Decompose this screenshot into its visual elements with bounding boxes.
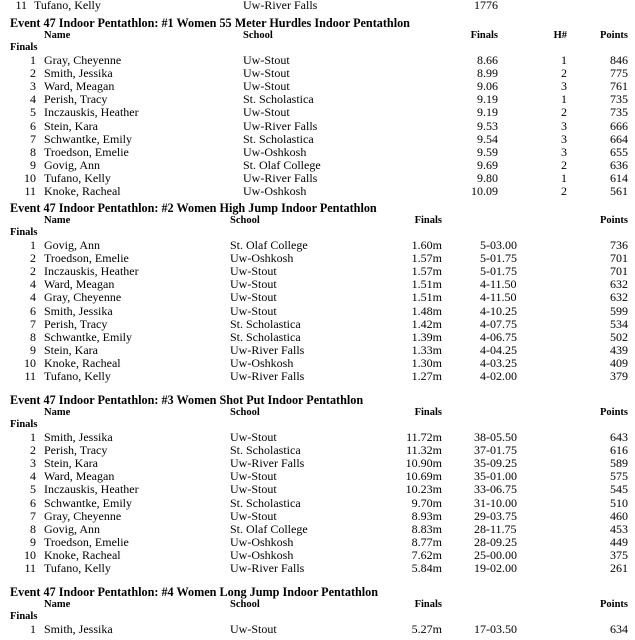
athlete-name: Smith, Jessika (44, 622, 113, 636)
athlete-name: Stein, Kara (44, 342, 98, 357)
place: 11 (24, 561, 36, 575)
athlete-name: Perish, Tracy (44, 443, 108, 458)
finals-mark: 10.09 (471, 184, 498, 198)
school: Uw-River Falls (243, 170, 318, 185)
heat-number: 2 (561, 184, 567, 198)
header-finals: Finals (470, 30, 498, 41)
finals-mark: 1.42m (411, 316, 442, 331)
place: 1 (30, 622, 36, 636)
place: 1 (30, 53, 36, 67)
converted-mark: 25-00.00 (474, 547, 517, 562)
table-row (0, 185, 635, 198)
school: Uw-Oshkosh (230, 251, 294, 266)
school: Uw-Stout (230, 290, 277, 305)
school: Uw-Stout (230, 508, 277, 523)
finals-mark: 9.06 (477, 79, 498, 94)
table-row (0, 536, 635, 549)
converted-mark: 29-03.75 (474, 508, 517, 523)
converted-mark: 4-11.50 (480, 290, 517, 305)
event-title-text: Event 47 Indoor Pentathlon: #3 Women Shot Put Indoor Pentathlon (10, 393, 364, 407)
school: Uw-Oshkosh (230, 534, 294, 549)
school: Uw-Stout (230, 430, 277, 444)
heat-number: 3 (561, 131, 567, 146)
school: Uw-Stout (230, 482, 277, 497)
points: 643 (610, 430, 628, 444)
place: 3 (30, 456, 36, 471)
place: 11 (24, 184, 36, 198)
converted-mark: 5-01.75 (480, 251, 517, 266)
athlete-name: Stein, Kara (44, 456, 98, 471)
table-row (0, 239, 635, 252)
points: 439 (610, 342, 628, 357)
place: 2 (30, 264, 36, 279)
header-finals: Finals (414, 215, 442, 226)
place: 10 (24, 355, 36, 370)
finals-mark: 1.57m (411, 264, 442, 279)
finals-mark: 1.48m (411, 303, 442, 318)
finals-mark: 9.80 (477, 170, 498, 185)
school: Uw-Oshkosh (243, 184, 307, 198)
school: Uw-River Falls (243, 0, 318, 12)
table-row (0, 133, 635, 146)
event-title-text: Event 47 Indoor Pentathlon: #4 Women Long Jump Indoor Pentathlon (10, 585, 379, 599)
event-title-text: Event 47 Indoor Pentathlon: #2 Women High Jump Indoor Pentathlon (10, 201, 377, 215)
athlete-name: Tufano, Kelly (44, 369, 111, 383)
points: 846 (610, 53, 628, 67)
converted-mark: 37-01.75 (474, 443, 517, 458)
header-school: School (230, 215, 260, 226)
finals-mark: 1.33m (411, 342, 442, 357)
finals-mark: 8.66 (477, 53, 498, 67)
points: 589 (610, 456, 628, 471)
heat-number: 2 (561, 105, 567, 120)
athlete-name: Tufano, Kelly (44, 561, 111, 575)
finals-mark: 9.53 (477, 118, 498, 133)
points: 761 (610, 79, 628, 94)
school: St. Scholastica (243, 92, 314, 107)
converted-mark: 35-01.00 (474, 469, 517, 484)
table-row (0, 523, 635, 536)
athlete-name: Tufano, Kelly (34, 0, 101, 12)
school: Uw-Stout (230, 622, 277, 636)
place: 7 (30, 316, 36, 331)
athlete-name: Tufano, Kelly (44, 170, 111, 185)
school: St. Scholastica (230, 329, 301, 344)
points: 261 (610, 561, 628, 575)
school: Uw-River Falls (230, 561, 305, 575)
table-row (0, 497, 635, 510)
athlete-name: Inczauskis, Heather (44, 482, 139, 497)
points: 775 (610, 66, 628, 81)
converted-mark: 28-09.25 (474, 534, 517, 549)
converted-mark: 38-05.50 (474, 430, 517, 444)
finals-mark: 8.99 (477, 66, 498, 81)
place: 6 (30, 303, 36, 318)
header-finals: Finals (414, 407, 442, 418)
section-finals: Finals (10, 611, 38, 622)
header-points: Points (599, 215, 628, 226)
place: 11 (15, 0, 27, 12)
table-row (0, 67, 635, 80)
place: 1 (30, 430, 36, 444)
table-row (0, 431, 635, 444)
header-heat: H# (553, 30, 567, 41)
points: 735 (610, 92, 628, 107)
header-school: School (243, 30, 273, 41)
points: 632 (610, 277, 628, 292)
finals-mark: 8.77m (411, 534, 442, 549)
place: 6 (30, 118, 36, 133)
converted-mark: 28-11.75 (474, 521, 517, 536)
section-finals: Finals (10, 42, 38, 53)
place: 5 (30, 482, 36, 497)
points: 449 (610, 534, 628, 549)
converted-mark: 19-02.00 (474, 561, 517, 575)
athlete-name: Ward, Meagan (44, 469, 115, 484)
table-row (0, 159, 635, 172)
table-row (0, 357, 635, 370)
header-school: School (230, 407, 260, 418)
finals-mark: 11.32m (406, 443, 442, 458)
table-row (0, 562, 635, 575)
finals-mark: 7.62m (411, 547, 442, 562)
table-row (0, 510, 635, 523)
finals-mark: 9.19 (477, 105, 498, 120)
points: 460 (610, 508, 628, 523)
school: Uw-Stout (243, 105, 290, 120)
converted-mark: 4-06.75 (480, 329, 517, 344)
points: 614 (610, 170, 628, 185)
points: 379 (610, 369, 628, 383)
athlete-name: Troedson, Emelie (44, 534, 129, 549)
section-finals: Finals (10, 419, 38, 430)
converted-mark: 4-11.50 (480, 277, 517, 292)
table-row (0, 80, 635, 93)
table-row (0, 370, 635, 383)
points: 502 (610, 329, 628, 344)
athlete-name: Govig, Ann (44, 521, 101, 536)
school: Uw-Stout (243, 79, 290, 94)
place: 1 (30, 238, 36, 252)
athlete-name: Smith, Jessika (44, 303, 113, 318)
points: 632 (610, 290, 628, 305)
finals-mark: 9.54 (477, 131, 498, 146)
school: Uw-Oshkosh (230, 355, 294, 370)
finals-mark: 9.70m (411, 495, 442, 510)
school: Uw-Stout (230, 264, 277, 279)
finals-mark: 1.60m (411, 238, 442, 252)
athlete-name: Schwantke, Emily (44, 495, 132, 510)
athlete-name: Govig, Ann (44, 157, 101, 172)
points: 375 (610, 547, 628, 562)
header-name: Name (44, 599, 71, 610)
converted-mark: 4-02.00 (480, 369, 517, 383)
table-row (0, 252, 635, 265)
header-points: Points (599, 30, 628, 41)
converted-mark: 5-03.00 (480, 238, 517, 252)
table-row (0, 444, 635, 457)
heat-number: 3 (561, 118, 567, 133)
points: 561 (610, 184, 628, 198)
points: 634 (610, 622, 628, 636)
athlete-name: Inczauskis, Heather (44, 264, 139, 279)
finals-mark: 1.51m (411, 277, 442, 292)
finals-mark: 9.59 (477, 144, 498, 159)
points: 545 (610, 482, 628, 497)
place: 11 (24, 369, 36, 383)
converted-mark: 4-04.25 (480, 342, 517, 357)
place: 9 (30, 157, 36, 172)
school: Uw-Oshkosh (243, 144, 307, 159)
points: 701 (610, 264, 628, 279)
points: 664 (610, 131, 628, 146)
place: 4 (30, 92, 36, 107)
table-row (0, 172, 635, 185)
header-points: Points (599, 407, 628, 418)
table-row (0, 106, 635, 119)
finals-mark: 10.23m (405, 482, 442, 497)
points: 655 (610, 144, 628, 159)
table-row (0, 278, 635, 291)
table-row (0, 344, 635, 357)
athlete-name: Perish, Tracy (44, 316, 108, 331)
athlete-name: Smith, Jessika (44, 66, 113, 81)
heat-number: 3 (561, 79, 567, 94)
school: Uw-Stout (230, 469, 277, 484)
finals-mark: 8.93m (411, 508, 442, 523)
table-row (0, 0, 635, 12)
athlete-name: Knoke, Racheal (44, 355, 121, 370)
finals-mark: 5.27m (411, 622, 442, 636)
athlete-name: Gray, Cheyenne (44, 290, 122, 305)
school: St. Olaf College (230, 238, 308, 252)
athlete-name: Perish, Tracy (44, 92, 108, 107)
points: 736 (610, 238, 628, 252)
school: St. Olaf College (230, 521, 308, 536)
finals-mark: 8.83m (411, 521, 442, 536)
athlete-name: Ward, Meagan (44, 79, 115, 94)
place: 8 (30, 144, 36, 159)
school: Uw-River Falls (243, 118, 318, 133)
converted-mark: 5-01.75 (480, 264, 517, 279)
points: 636 (610, 157, 628, 172)
athlete-name: Stein, Kara (44, 118, 98, 133)
athlete-name: Gray, Cheyenne (44, 53, 122, 67)
section-finals: Finals (10, 227, 38, 238)
school: Uw-River Falls (230, 369, 305, 383)
table-row (0, 549, 635, 562)
school: St. Scholastica (230, 443, 301, 458)
header-name: Name (44, 407, 71, 418)
place: 6 (30, 495, 36, 510)
athlete-name: Inczauskis, Heather (44, 105, 139, 120)
athlete-name: Govig, Ann (44, 238, 101, 252)
place: 7 (30, 131, 36, 146)
place: 3 (30, 79, 36, 94)
school: St. Scholastica (243, 131, 314, 146)
place: 7 (30, 508, 36, 523)
table-row (0, 93, 635, 106)
converted-mark: 4-07.75 (480, 316, 517, 331)
header-finals: Finals (414, 599, 442, 610)
header-name: Name (44, 215, 71, 226)
event-title-text: Event 47 Indoor Pentathlon: #1 Women 55 Meter Hurdles Indoor Pentathlon (10, 16, 410, 30)
athlete-name: Schwantke, Emily (44, 131, 132, 146)
place: 2 (30, 66, 36, 81)
place: 2 (30, 251, 36, 266)
points: 735 (610, 105, 628, 120)
converted-mark: 17-03.50 (474, 622, 517, 636)
points: 453 (610, 521, 628, 536)
points: 575 (610, 469, 628, 484)
table-row (0, 146, 635, 159)
school: Uw-River Falls (230, 456, 305, 471)
athlete-name: Troedson, Emelie (44, 144, 129, 159)
finals-mark: 9.19 (477, 92, 498, 107)
points: 666 (610, 118, 628, 133)
athlete-name: Smith, Jessika (44, 430, 113, 444)
finals-mark: 1.39m (411, 329, 442, 344)
table-row (0, 470, 635, 483)
converted-mark: 31-10.00 (474, 495, 517, 510)
table-row (0, 318, 635, 331)
table-row (0, 483, 635, 496)
school: St. Scholastica (230, 316, 301, 331)
table-row (0, 457, 635, 470)
place: 10 (24, 547, 36, 562)
converted-mark: 4-10.25 (480, 303, 517, 318)
place: 5 (30, 105, 36, 120)
heat-number: 1 (561, 170, 567, 185)
place: 4 (30, 469, 36, 484)
school: St. Olaf College (243, 157, 321, 172)
place: 9 (30, 342, 36, 357)
athlete-name: Knoke, Racheal (44, 547, 121, 562)
athlete-name: Ward, Meagan (44, 277, 115, 292)
place: 8 (30, 329, 36, 344)
table-row (0, 265, 635, 278)
place: 2 (30, 443, 36, 458)
finals-mark: 10.90m (405, 456, 442, 471)
school: Uw-Stout (230, 303, 277, 318)
athlete-name: Gray, Cheyenne (44, 508, 122, 523)
athlete-name: Knoke, Racheal (44, 184, 121, 198)
finals-mark: 1.57m (411, 251, 442, 266)
school: Uw-River Falls (230, 342, 305, 357)
athlete-name: Troedson, Emelie (44, 251, 129, 266)
heat-number: 2 (561, 157, 567, 172)
heat-number: 2 (561, 66, 567, 81)
athlete-name: Schwantke, Emily (44, 329, 132, 344)
points: 616 (610, 443, 628, 458)
points: 534 (610, 316, 628, 331)
points: 510 (610, 495, 628, 510)
school: Uw-Stout (243, 53, 290, 67)
finals-mark: 5.84m (411, 561, 442, 575)
school: Uw-Stout (243, 66, 290, 81)
place: 4 (30, 290, 36, 305)
header-points: Points (599, 599, 628, 610)
finals-mark: 1.51m (411, 290, 442, 305)
converted-mark: 35-09.25 (474, 456, 517, 471)
school: Uw-Oshkosh (230, 547, 294, 562)
total-points: 1776 (474, 0, 498, 12)
heat-number: 1 (561, 92, 567, 107)
converted-mark: 33-06.75 (474, 482, 517, 497)
school: St. Scholastica (230, 495, 301, 510)
points: 599 (610, 303, 628, 318)
place: 9 (30, 534, 36, 549)
table-row (0, 120, 635, 133)
school: Uw-Stout (230, 277, 277, 292)
header-name: Name (44, 30, 71, 41)
points: 701 (610, 251, 628, 266)
finals-mark: 1.30m (411, 355, 442, 370)
place: 4 (30, 277, 36, 292)
heat-number: 3 (561, 144, 567, 159)
place: 8 (30, 521, 36, 536)
header-school: School (230, 599, 260, 610)
table-row (0, 623, 635, 636)
points: 409 (610, 355, 628, 370)
table-row (0, 291, 635, 304)
table-row (0, 331, 635, 344)
finals-mark: 9.69 (477, 157, 498, 172)
finals-mark: 10.69m (405, 469, 442, 484)
finals-mark: 11.72m (406, 430, 442, 444)
heat-number: 1 (561, 53, 567, 67)
table-row (0, 54, 635, 67)
converted-mark: 4-03.25 (480, 355, 517, 370)
table-row (0, 305, 635, 318)
place: 10 (24, 170, 36, 185)
finals-mark: 1.27m (411, 369, 442, 383)
